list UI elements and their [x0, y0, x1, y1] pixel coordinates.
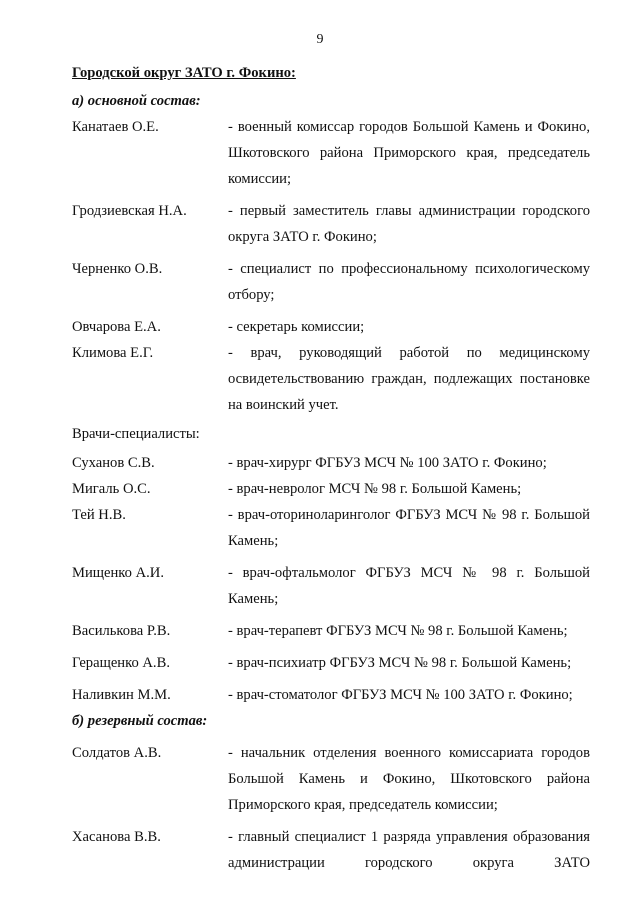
- doctor-entry: [72, 476, 590, 502]
- doctor-role: - врач-офтальмолог ФГБУЗ МСЧ № 98 г. Большой Камень;: [228, 565, 590, 607]
- doctor-entry: [72, 618, 590, 644]
- doctor-name: Суханов С.В.: [72, 455, 155, 471]
- member-entry: [72, 114, 590, 192]
- member-role: - первый заместитель главы администрации городского округа ЗАТО г. Фокино;: [228, 203, 590, 245]
- doctor-role: - врач-психиатр ФГБУЗ МСЧ № 98 г. Большой Камень;: [228, 655, 572, 671]
- member-entry: [72, 340, 590, 418]
- doctor-name: Мигаль О.С.: [72, 481, 151, 497]
- member-role: - специалист по профессиональному психологическому отбору;: [228, 261, 590, 303]
- member-role: - врач, руководящий работой по медицинскому освидетельствованию граждан, подлежащих постановке на воинский учет.: [228, 345, 590, 413]
- reserve-member-role: - главный специалист 1 разряда управления образования администрации городского округа ЗАТО: [228, 829, 590, 871]
- doctor-name: Тей Н.В.: [72, 507, 126, 523]
- doctor-role: - врач-терапевт ФГБУЗ МСЧ № 98 г. Большой Камень;: [228, 623, 568, 639]
- member-role: - секретарь комиссии;: [228, 319, 365, 335]
- doctor-name: Мищенко А.И.: [72, 565, 164, 581]
- member-entry: [72, 198, 590, 250]
- member-name: Гродзиевская Н.А.: [72, 203, 187, 219]
- member-entry: [72, 314, 590, 340]
- reserve-member-name: Хасанова В.В.: [72, 829, 161, 845]
- reserve-member-entry: [72, 740, 590, 818]
- doctor-role: - врач-невролог МСЧ № 98 г. Большой Камень;: [228, 481, 522, 497]
- doctor-entry: [72, 650, 590, 676]
- doctor-entry: [72, 682, 590, 708]
- doctor-entry: [72, 502, 590, 554]
- reserve-member-name: Солдатов А.В.: [72, 745, 162, 761]
- reserve-member-role: - начальник отделения военного комиссариата городов Большой Камень и Фокино, Шкотовского района Приморского края, председатель комиссии;: [228, 745, 590, 813]
- page-number: 9: [316, 32, 324, 47]
- doctor-role: - врач-хирург ФГБУЗ МСЧ № 100 ЗАТО г. Фокино;: [228, 455, 547, 471]
- member-name: Овчарова Е.А.: [72, 319, 161, 335]
- member-name: Климова Е.Г.: [72, 345, 154, 361]
- section-heading: Городской округ ЗАТО г. Фокино:: [72, 65, 296, 81]
- doctor-name: Василькова Р.В.: [72, 623, 171, 639]
- doctor-name: Наливкин М.М.: [72, 687, 171, 703]
- doctor-name: Геращенко А.В.: [72, 655, 170, 671]
- doctor-role: - врач-стоматолог ФГБУЗ МСЧ № 100 ЗАТО г. Фокино;: [228, 687, 573, 703]
- main-composition-title: а) основной состав:: [72, 93, 201, 109]
- member-role: - военный комиссар городов Большой Камень и Фокино, Шкотовского района Приморского края, председатель комиссии;: [228, 119, 590, 187]
- doctors-label: Врачи-специалисты:: [72, 426, 200, 442]
- document-content: [72, 60, 590, 876]
- member-name: Черненко О.В.: [72, 261, 163, 277]
- reserve-member-entry: [72, 824, 590, 876]
- member-name: Канатаев О.Е.: [72, 119, 159, 135]
- doctor-role: - врач-оториноларинголог ФГБУЗ МСЧ № 98 г. Большой Камень;: [228, 507, 590, 549]
- doctor-entry: [72, 450, 590, 476]
- member-entry: [72, 256, 590, 308]
- reserve-composition-title: б) резервный состав:: [72, 713, 208, 729]
- doctor-entry: [72, 560, 590, 612]
